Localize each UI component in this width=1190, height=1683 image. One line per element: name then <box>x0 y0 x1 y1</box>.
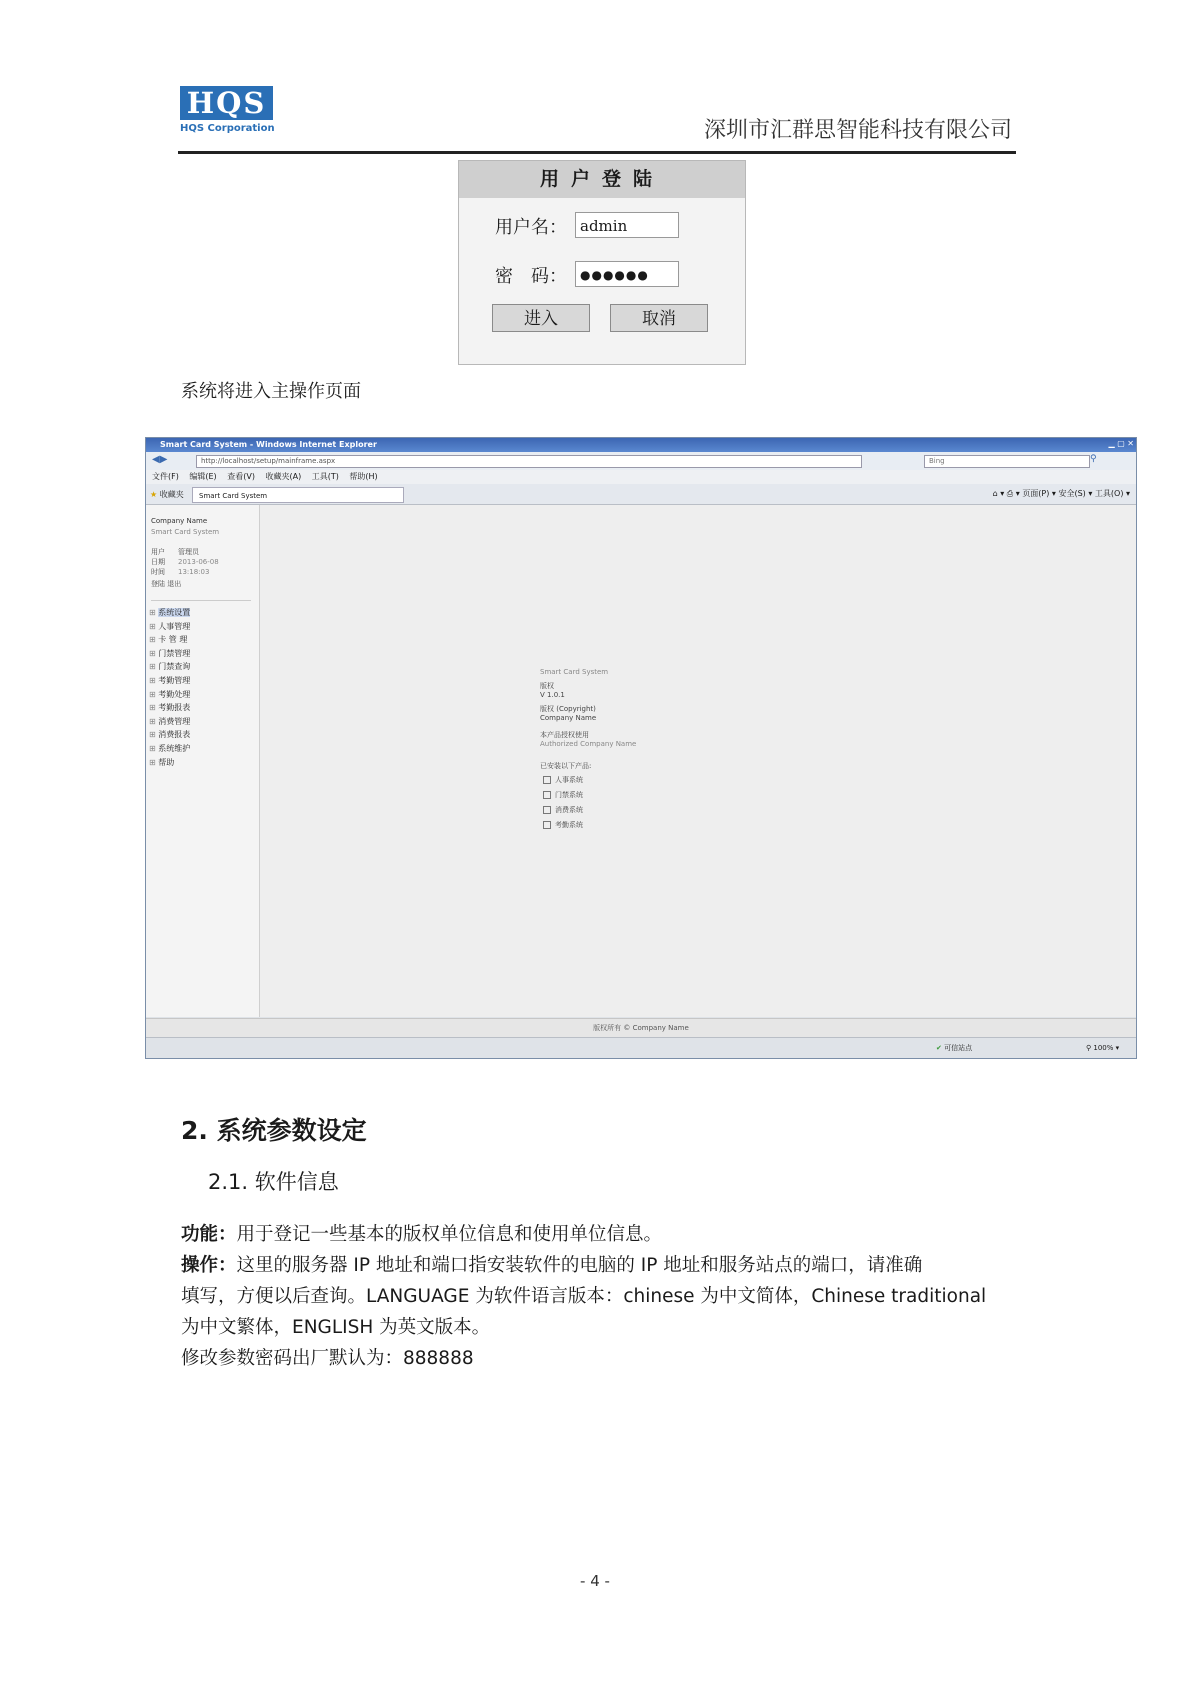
ie-address-bar <box>146 452 1136 471</box>
copyright-label: 版权 (Copyright) <box>540 705 596 713</box>
page-number: - 4 - <box>580 1572 610 1590</box>
product-item: 消费系统 <box>543 806 583 815</box>
sidebar-company: Company Name <box>151 517 208 525</box>
window-controls[interactable]: ▁ ▢ ✕ <box>1108 439 1134 448</box>
operation-line-2: 填写，方便以后查询。LANGUAGE 为软件语言版本：chinese 为中文简体，Chinese traditional <box>181 1286 987 1307</box>
zoom-icon: ⚲ <box>1086 1044 1092 1052</box>
app-sidebar <box>146 505 260 1017</box>
login-title: 用户登陆 <box>459 161 745 198</box>
tree-item[interactable]: ⊞ 系统设置 <box>149 608 191 617</box>
home-icon[interactable]: ⌂ <box>992 489 998 498</box>
system-name: Smart Card System <box>540 668 609 676</box>
checkbox-icon[interactable] <box>543 806 551 814</box>
tree-item[interactable]: ⊞ 系统维护 <box>149 743 191 753</box>
section-heading: 2. 系统参数设定 <box>181 1116 367 1145</box>
subsection-heading: 2.1. 软件信息 <box>208 1170 339 1194</box>
search-field[interactable]: Bing <box>924 455 1090 468</box>
sidebar-system: Smart Card System <box>151 528 220 536</box>
company-logo: HQS <box>180 86 273 120</box>
tree-item[interactable]: ⊞ 考勤管理 <box>149 675 191 685</box>
operation-label: 操作： <box>181 1255 237 1276</box>
ie-menu-bar[interactable]: 文件(F) 编辑(E) 查看(V) 收藏夹(A) 工具(T) 帮助(H) <box>146 470 1136 484</box>
company-name: 深圳市汇群思智能科技有限公司 <box>703 118 1012 143</box>
print-icon[interactable]: ⎙ <box>1006 489 1014 498</box>
user-label: 用户 <box>151 548 165 556</box>
sidebar-divider <box>151 600 251 601</box>
command-bar[interactable]: ⌂ ▾ ⎙ ▾ 页面(P) ▾ 安全(S) ▾ 工具(O) ▾ <box>992 489 1130 498</box>
operation-paragraph <box>181 1250 922 1281</box>
login-logout-links[interactable]: 登陆 退出 <box>151 580 182 588</box>
tree-item[interactable]: ⊞ 人事管理 <box>149 621 191 631</box>
product-item: 人事系统 <box>543 776 583 785</box>
favorites-label: 收藏夹 <box>159 490 184 499</box>
product-item: 门禁系统 <box>543 791 583 800</box>
tree-item[interactable]: ⊞ 门禁查询 <box>149 662 191 672</box>
tree-item[interactable]: ⊞ 门禁管理 <box>149 648 191 658</box>
ie-tab[interactable]: Smart Card System <box>192 487 404 503</box>
nav-tree <box>149 606 190 769</box>
tree-item[interactable]: ⊞ 考勤报表 <box>149 703 191 713</box>
installed-label: 已安装以下产品: <box>540 762 592 770</box>
ie-tab-bar <box>146 484 1136 505</box>
user-value: 管理员 <box>178 548 199 556</box>
enter-main-page-text: 系统将进入主操作页面 <box>181 381 361 402</box>
tree-item[interactable]: ⊞ 消费管理 <box>149 716 191 726</box>
function-label: 功能： <box>181 1224 237 1245</box>
ie-title-bar: Smart Card System - Windows Internet Explorer <box>146 438 1136 452</box>
function-paragraph <box>181 1219 662 1250</box>
checkbox-icon[interactable] <box>543 791 551 799</box>
app-footer: 版权所有 © Company Name <box>146 1018 1136 1037</box>
zoom-control[interactable]: ⚲ 100% ▾ <box>1086 1044 1120 1052</box>
date-label: 日期 <box>151 558 165 566</box>
default-password-text: 修改参数密码出厂默认为：888888 <box>181 1348 474 1369</box>
login-panel <box>458 160 746 365</box>
operation-line-1: 这里的服务器 IP 地址和端口指安装软件的电脑的 IP 地址和服务站点的端口，请准确 <box>236 1255 923 1276</box>
version-value: V 1.0.1 <box>540 691 565 699</box>
product-item: 考勤系统 <box>543 821 583 830</box>
tree-item[interactable]: ⊞ 帮助 <box>149 757 175 767</box>
authorized-label: 本产品授权使用 <box>540 731 589 739</box>
header-divider <box>178 151 1016 154</box>
time-value: 13:18:03 <box>178 568 210 576</box>
version-label: 版权 <box>540 682 554 690</box>
tree-item[interactable]: ⊞ 卡 管 理 <box>149 635 188 645</box>
date-value: 2013-06-08 <box>178 558 219 566</box>
username-field[interactable]: admin <box>575 212 679 238</box>
trusted-site-status: ✔ 可信站点 <box>936 1044 973 1052</box>
password-label: 密 码： <box>495 266 567 287</box>
time-label: 时间 <box>151 568 165 576</box>
username-label: 用户名： <box>495 217 567 238</box>
operation-line-3: 为中文繁体，ENGLISH 为英文版本。 <box>181 1317 491 1338</box>
ie-status-bar <box>146 1037 1136 1059</box>
tree-item[interactable]: ⊞ 消费报表 <box>149 730 191 740</box>
favorites-button[interactable] <box>150 487 184 503</box>
function-text: 用于登记一些基本的版权单位信息和使用单位信息。 <box>236 1224 663 1245</box>
cancel-button[interactable]: 取消 <box>610 304 708 332</box>
url-field[interactable]: http://localhost/setup/mainframe.aspx <box>196 455 862 468</box>
back-forward-icon[interactable]: ◀▶ <box>152 454 168 465</box>
search-icon[interactable]: ⚲ <box>1090 454 1097 464</box>
star-icon: ★ <box>150 490 158 499</box>
command-bar-label: 页面(P) ▾ 安全(S) ▾ 工具(O) ▾ <box>1022 489 1130 498</box>
tree-item[interactable]: ⊞ 考勤处理 <box>149 689 191 699</box>
checkmark-icon: ✔ <box>936 1044 942 1052</box>
logo-subtitle: HQS Corporation <box>180 123 275 134</box>
copyright-value: Company Name <box>540 714 597 722</box>
checkbox-icon[interactable] <box>543 821 551 829</box>
authorized-value: Authorized Company Name <box>540 740 637 748</box>
app-main <box>260 505 1136 1017</box>
enter-button[interactable]: 进入 <box>492 304 590 332</box>
password-field[interactable]: ●●●●●● <box>575 261 679 287</box>
checkbox-icon[interactable] <box>543 776 551 784</box>
ie-screenshot <box>145 437 1137 1059</box>
